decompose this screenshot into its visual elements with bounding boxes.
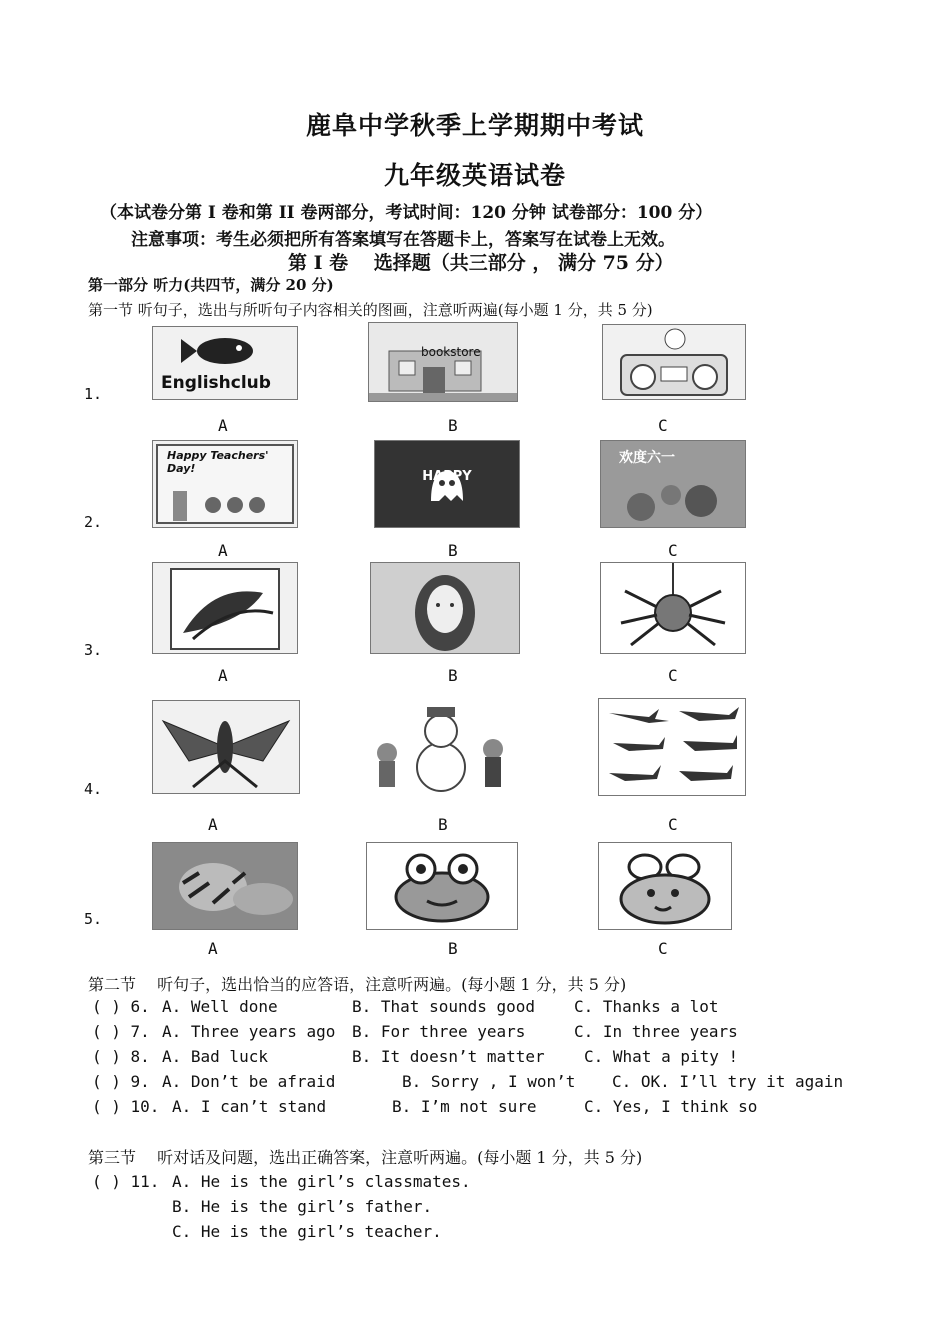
option-label-3a: A: [218, 666, 228, 685]
q7-number: ( ) 7.: [92, 1022, 150, 1041]
englishclub-sign: Englishclub: [161, 373, 271, 393]
q8-option-a[interactable]: A. Bad luck: [162, 1047, 268, 1066]
option-label-4c: C: [668, 815, 678, 834]
q7-option-b[interactable]: B. For three years: [352, 1022, 526, 1041]
option-label-4b: B: [438, 815, 448, 834]
picture-1c-radio[interactable]: [602, 324, 746, 400]
section2-title: 第二节 听句子，选出恰当的应答语，注意听两遍。(每小题 1 分，共 5 分): [88, 975, 627, 994]
picture-4a-kite[interactable]: [152, 700, 300, 794]
picture-4c-planes[interactable]: [598, 698, 746, 796]
option-label-3b: B: [448, 666, 458, 685]
section1-title: 第一节 听句子，选出与所听句子内容相关的图画，注意听两遍(每小题 1 分，共 5 分): [88, 301, 653, 319]
exam-title: 鹿阜中学秋季上学期期中考试: [305, 111, 644, 140]
part1-title: 第一部分 听力(共四节，满分 20 分): [88, 276, 334, 294]
option-label-4a: A: [208, 815, 218, 834]
option-label-1a: A: [218, 416, 228, 435]
q9-number: ( ) 9.: [92, 1072, 150, 1091]
q6-option-c[interactable]: C. Thanks a lot: [574, 997, 719, 1016]
q8-option-c[interactable]: C. What a pity !: [584, 1047, 739, 1066]
q7-option-c[interactable]: C. In three years: [574, 1022, 738, 1041]
q11-option-c[interactable]: C. He is the girl’s teacher.: [172, 1222, 442, 1241]
halloween-caption: HAPPY HALLOWEEN: [401, 469, 493, 544]
picture-5a-tiger[interactable]: [152, 842, 298, 930]
option-label-1c: C: [658, 416, 668, 435]
picture-4b-snowman[interactable]: [362, 696, 518, 796]
option-label-1b: B: [448, 416, 458, 435]
q9-option-c[interactable]: C. OK. I’ll try it again: [612, 1072, 844, 1091]
q7-option-a[interactable]: A. Three years ago: [162, 1022, 336, 1041]
question-number-1: 1.: [84, 385, 103, 403]
q8-option-b[interactable]: B. It doesn’t matter: [352, 1047, 545, 1066]
picture-3a-spinach[interactable]: [152, 562, 298, 654]
q10-option-c[interactable]: C. Yes, I think so: [584, 1097, 758, 1116]
childrens-day-caption: 欢度六一: [619, 450, 675, 466]
q10-number: ( ) 10.: [92, 1097, 160, 1116]
picture-2c-childrens-day[interactable]: [600, 440, 746, 528]
q11-number: ( ) 11.: [92, 1172, 160, 1191]
option-label-5b: B: [448, 939, 458, 958]
attention-note: 注意事项：考生必须把所有答案填写在答题卡上，答案写在试卷上无效。: [131, 230, 675, 250]
picture-3b-girl-portrait[interactable]: [370, 562, 520, 654]
q11-option-b[interactable]: B. He is the girl’s father.: [172, 1197, 433, 1216]
question-number-5: 5.: [84, 910, 103, 928]
picture-5c-bee[interactable]: [598, 842, 732, 930]
option-label-3c: C: [668, 666, 678, 685]
q6-number: ( ) 6.: [92, 997, 150, 1016]
option-label-2a: A: [218, 541, 228, 560]
bookstore-sign: bookstore: [421, 345, 481, 359]
picture-2a-teachers-day[interactable]: [152, 440, 298, 528]
question-number-4: 4.: [84, 780, 103, 798]
volume-title: 第 I 卷 选择题（共三部分 ， 满分 75 分）: [288, 252, 674, 274]
question-number-3: 3.: [84, 641, 103, 659]
q8-number: ( ) 8.: [92, 1047, 150, 1066]
option-label-5c: C: [658, 939, 668, 958]
question-number-2: 2.: [84, 513, 103, 531]
section3-title: 第三节 听对话及问题，选出正确答案，注意听两遍。(每小题 1 分，共 5 分): [88, 1148, 643, 1167]
option-label-2c: C: [668, 541, 678, 560]
exam-subtitle: 九年级英语试卷: [383, 161, 566, 190]
q10-option-a[interactable]: A. I can’t stand: [172, 1097, 327, 1116]
q9-option-b[interactable]: B. Sorry , I won’t: [402, 1072, 576, 1091]
option-label-2b: B: [448, 541, 458, 560]
q9-option-a[interactable]: A. Don’t be afraid: [162, 1072, 336, 1091]
picture-1a-englishclub[interactable]: [152, 326, 298, 400]
picture-3c-spider[interactable]: [600, 562, 746, 654]
q10-option-b[interactable]: B. I’m not sure: [392, 1097, 537, 1116]
picture-2b-halloween[interactable]: [374, 440, 520, 544]
picture-1b-bookstore[interactable]: [368, 322, 518, 402]
q6-option-b[interactable]: B. That sounds good: [352, 997, 536, 1016]
q11-option-a[interactable]: A. He is the girl’s classmates.: [172, 1172, 471, 1191]
option-label-5a: A: [208, 939, 218, 958]
q6-option-a[interactable]: A. Well done: [162, 997, 278, 1016]
teachers-day-caption: Happy Teachers' Day!: [167, 449, 269, 475]
exam-note: （本试卷分第 I 卷和第 II 卷两部分，考试时间：120 分钟 试卷部分：100 分）: [100, 203, 713, 223]
picture-5b-frog[interactable]: [366, 842, 518, 930]
